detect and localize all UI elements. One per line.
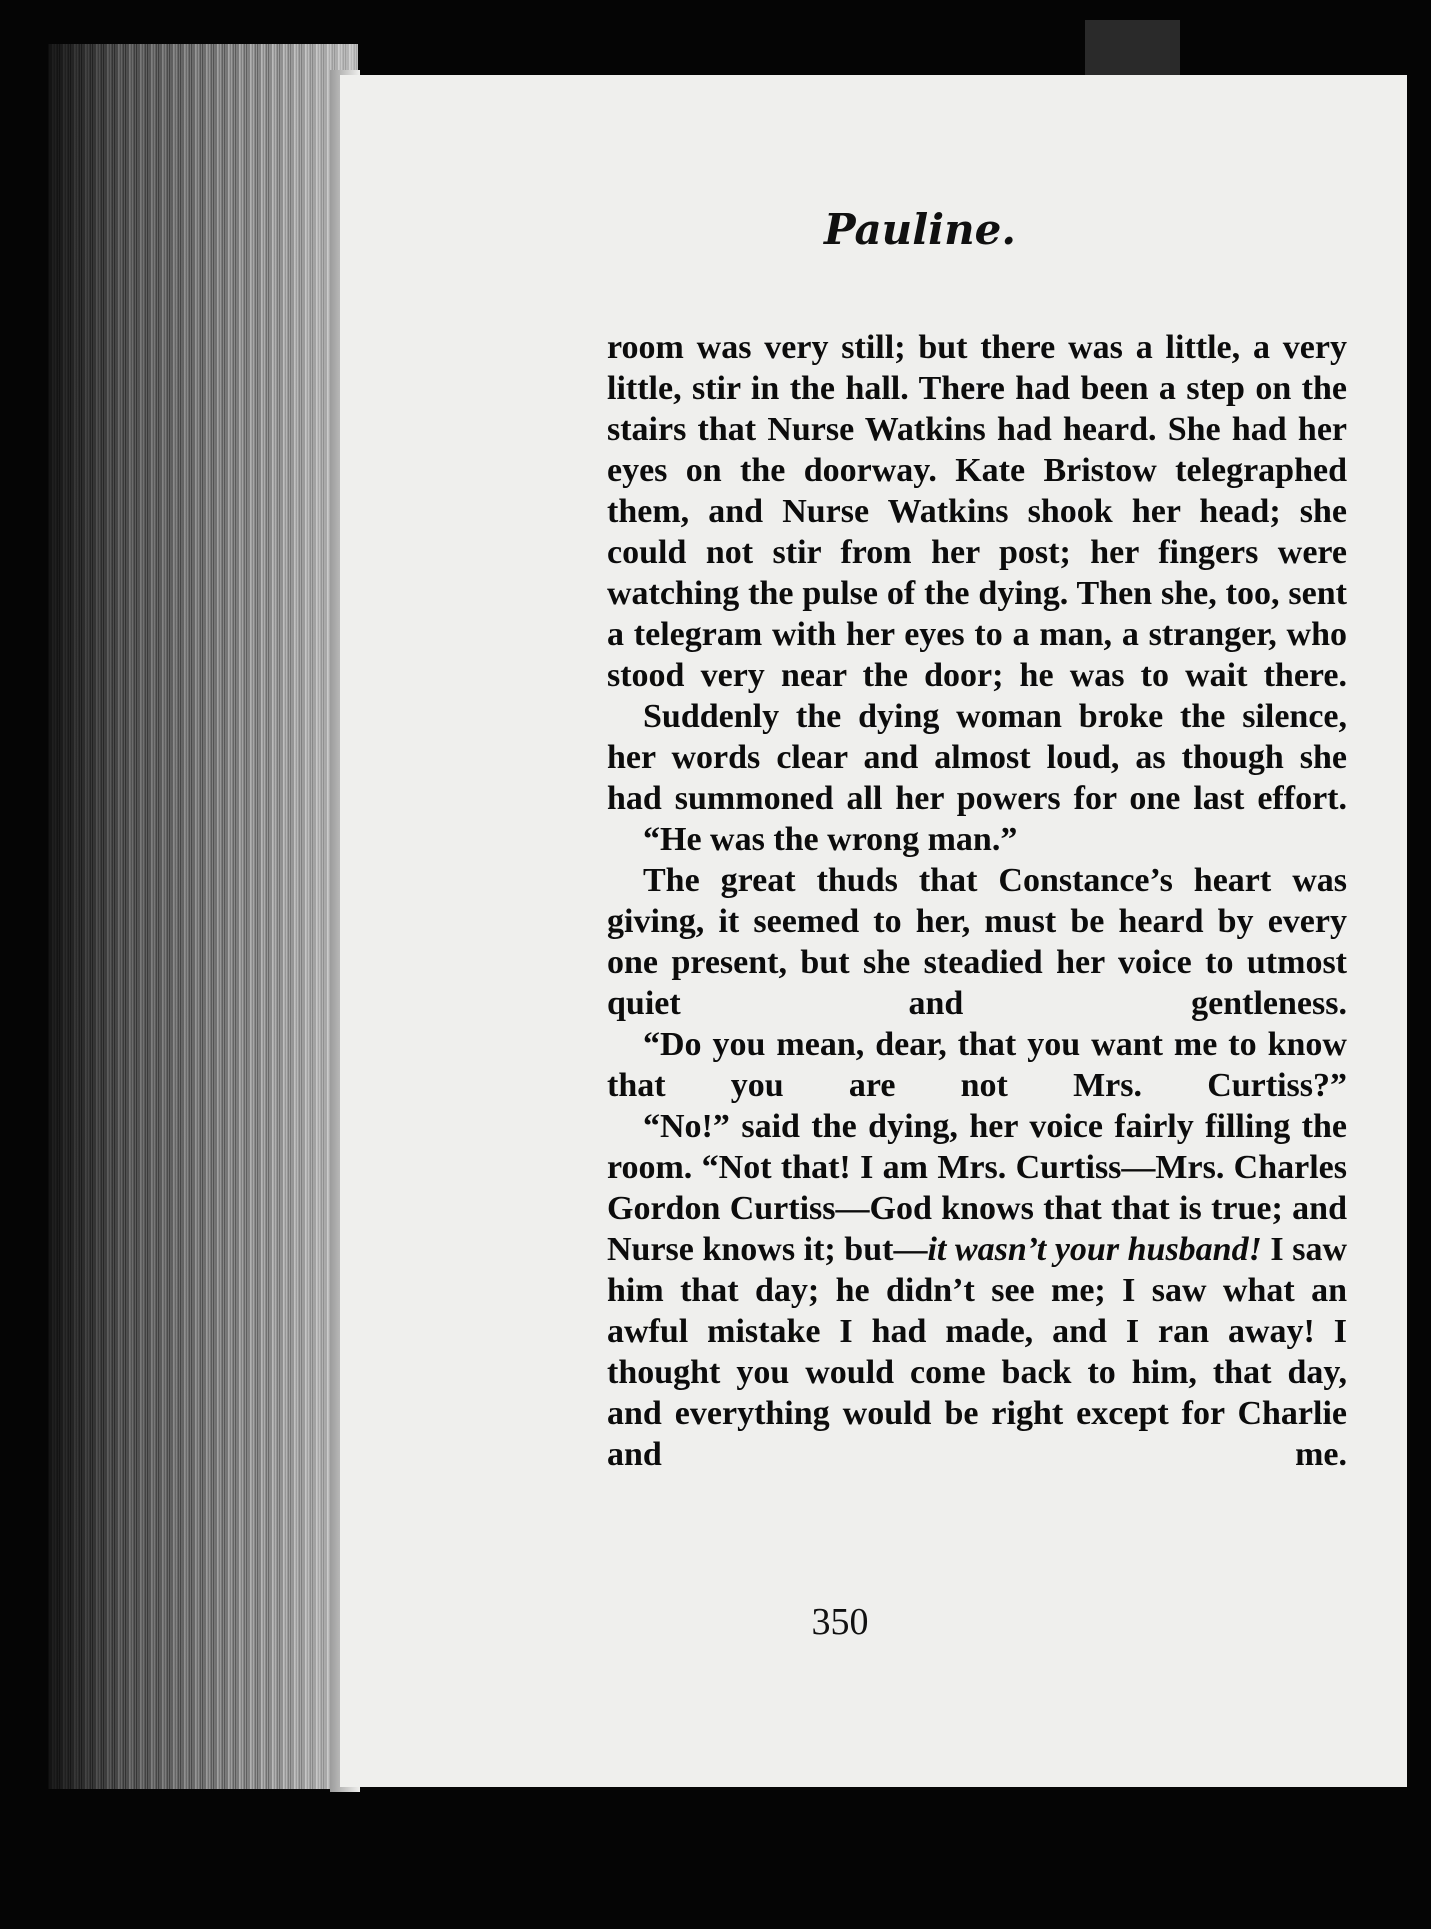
book-page xyxy=(340,75,1407,1787)
page-number: 350 xyxy=(811,1601,869,1643)
paragraph-2: Suddenly the dying woman broke the silence, her words clear and almost loud, as though she had summoned all her powers for one last effort. xyxy=(607,698,1347,817)
paragraph-6 xyxy=(607,1106,1347,1475)
paragraph-6-italic: it wasn’t your husband! xyxy=(927,1231,1262,1268)
book-page-edges xyxy=(48,44,358,1789)
paragraph-6-end: I saw him that day; he didn’t see me; I saw what an awful mistake I had made, and I ran away! I thought you would come back to him, that day, and everything would be right except for Charlie and me. xyxy=(607,1231,1347,1473)
body-text xyxy=(607,327,1347,1475)
paragraph-3: “He was the wrong man.” xyxy=(643,821,1018,858)
paragraph-1: room was very still; but there was a little, a very little, stir in the hall. There had been a step on the stairs that Nurse Watkins had heard. She had her eyes on the doorway. Kate Bristow telegraphed them, and Nurse Watkins shook her head; she could not stir from her post; her fingers were watching the pulse of the dying. Then she, too, sent a telegram with her eyes to a man, a stranger, who stood very near the door; he was to wait there. xyxy=(607,329,1347,694)
paragraph-5: “Do you mean, dear, that you want me to know that you are not Mrs. Curtiss?” xyxy=(607,1026,1347,1104)
dark-corner-mark xyxy=(1085,20,1180,80)
paragraph-6-start: “No!” said the dying, her voice fairly filling the room. “Not that! I am Mrs. Curtiss—Mrs. Charles Gordon Curtiss—God knows that that is true; and Nurse knows it; but— xyxy=(607,1108,1347,1268)
running-head: Pauline. xyxy=(824,205,1016,254)
paragraph-4: The great thuds that Constance’s heart was giving, it seemed to her, must be heard by every one present, but she steadied her voice to utmost quiet and gentleness. xyxy=(607,862,1347,1022)
